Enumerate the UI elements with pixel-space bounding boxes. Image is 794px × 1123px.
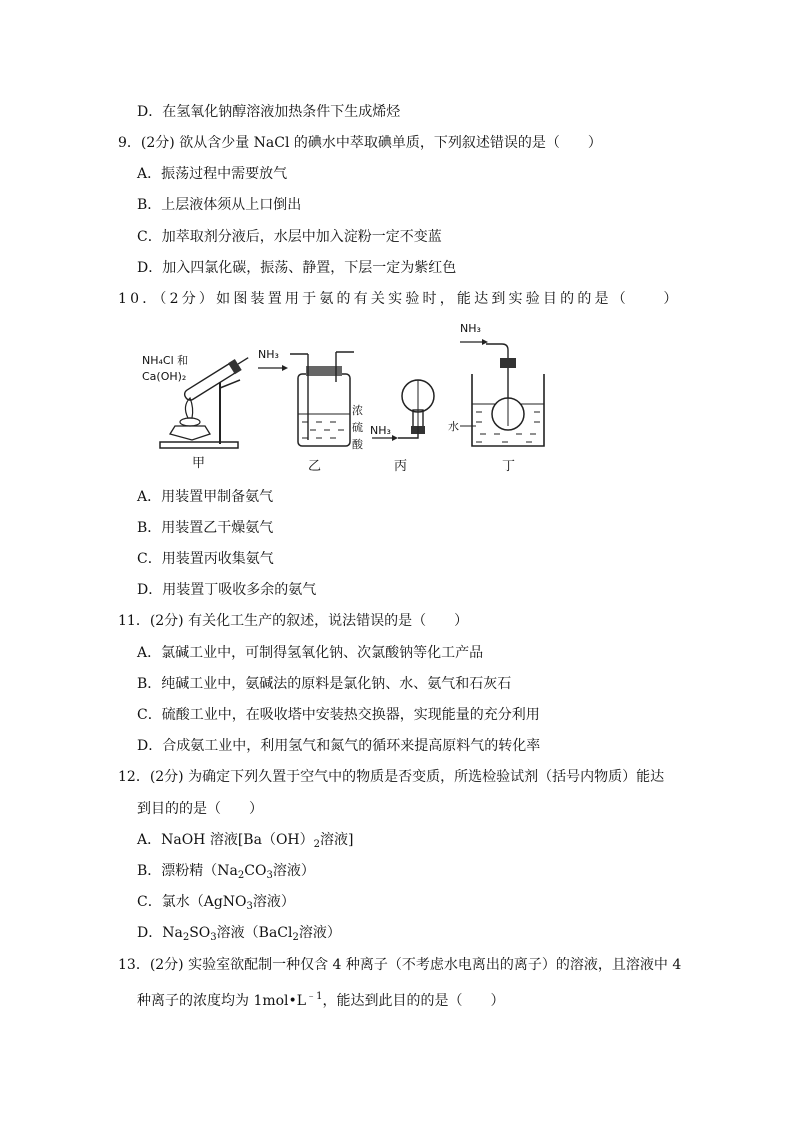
q12-option-c-text: C．氯水（AgNO (137, 894, 247, 910)
q11-option-c: C．硫酸工业中，在吸收塔中安装热交换器，实现能量的充分利用 (137, 707, 540, 723)
q11-option-a: A．氯碱工业中，可制得氢氧化钠、次氯酸钠等化工产品 (137, 645, 484, 661)
q12-option-a-subscript: 2 (313, 839, 321, 850)
q12-option-d-text-end: 溶液） (298, 925, 341, 941)
q13-stem-line-1: 13．(2分) 实验室欲配制一种仅含 4 种离子（不考虑水电离出的离子）的溶液，且溶液中 4 (118, 957, 682, 973)
q13-stem-text-end: ，能达到此目的的是（ ） (322, 993, 505, 1009)
apparatus-yi (258, 348, 364, 472)
jia-reagent-label-1: NH₄Cl 和 (142, 354, 189, 367)
yi-acid-label-3: 酸 (352, 438, 363, 451)
q12-stem-line-1: 12．(2分) 为确定下列久置于空气中的物质是否变质，所选检验试剂（括号内物质）能达 (118, 769, 665, 785)
q10-stem: 10．（2分）如图装置用于氨的有关实验时，能达到实验目的的是（ ） (118, 291, 681, 307)
q8-option-d: D．在氢氧化钠醇溶液加热条件下生成烯烃 (137, 104, 401, 120)
q12-option-d-subscript-3: 2 (292, 932, 299, 943)
caption-yi: 乙 (308, 459, 322, 472)
q13-stem-superscript: ﹣1 (306, 991, 323, 1002)
q11-option-b: B．纯碱工业中，氨碱法的原料是氯化钠、水、氨气和石灰石 (137, 676, 512, 692)
q12-stem-line-2: 到目的的是（ ） (137, 801, 263, 817)
q12-option-b-subscript-1: 2 (237, 870, 245, 881)
caption-bing: 丙 (394, 459, 408, 472)
q10-option-b: B．用装置乙干燥氨气 (137, 520, 274, 536)
caption-ding: 丁 (502, 459, 516, 472)
q9-stem: 9．(2分) 欲从含少量 NaCl 的碘水中萃取碘单质，下列叙述错误的是（ ） (118, 135, 602, 151)
jia-reagent-label-2: Ca(OH)₂ (142, 370, 187, 383)
q12-option-d-subscript-1: 2 (182, 932, 190, 943)
q11-option-d: D．合成氨工业中，利用氢气和氮气的循环来提高原料气的转化率 (137, 738, 541, 754)
apparatus-bing (370, 380, 434, 472)
ding-nh3-label: NH₃ (460, 322, 481, 335)
q9-option-a: A．振荡过程中需要放气 (137, 166, 288, 182)
q12-option-b-text-mid: CO (244, 863, 267, 879)
q12-option-d-text-mid-2: 溶液（BaCl (216, 925, 293, 941)
q9-option-d: D．加入四氯化碳，振荡、静置，下层一定为紫红色 (137, 260, 457, 276)
q13-stem-text: 种离子的浓度均为 1mol•L (137, 993, 307, 1009)
q12-option-d (137, 923, 341, 948)
apparatus-jia (142, 353, 252, 471)
q10-option-d: D．用装置丁吸收多余的氨气 (137, 582, 317, 598)
apparatus-ding (448, 322, 544, 472)
bing-nh3-label: NH₃ (370, 424, 391, 437)
q12-option-c (137, 892, 295, 917)
yi-acid-label-2: 硫 (352, 421, 363, 434)
q12-option-a-text: A．NaOH 溶液[Ba（OH） (137, 832, 314, 848)
q11-stem: 11．(2分) 有关化工生产的叙述，说法错误的是（ ） (118, 613, 469, 629)
q12-option-b-text-end: 溶液） (272, 863, 315, 879)
q12-option-b-text: B．漂粉精（Na (137, 863, 238, 879)
q12-option-d-text-mid: SO (189, 925, 211, 941)
q10-option-c: C．用装置丙收集氨气 (137, 551, 274, 567)
q12-option-d-text: D．Na (137, 925, 183, 941)
q12-option-c-subscript: 3 (246, 901, 253, 912)
caption-jia: 甲 (192, 456, 206, 471)
q12-option-d-subscript-2: 3 (210, 932, 217, 943)
q10-option-a: A．用装置甲制备氨气 (137, 489, 274, 505)
yi-acid-label-1: 浓 (352, 404, 363, 417)
q9-option-c: C．加萃取剂分液后，水层中加入淀粉一定不变蓝 (137, 229, 442, 245)
q13-stem-line-2 (137, 987, 504, 1011)
q12-option-b-subscript-2: 3 (266, 870, 273, 881)
q12-option-a (137, 830, 353, 855)
q12-option-b (137, 861, 315, 886)
yi-nh3-label: NH₃ (258, 348, 279, 361)
q9-option-b: B．上层液体须从上口倒出 (137, 197, 302, 213)
q10-apparatus-figure (130, 322, 550, 472)
q12-option-a-text-end: 溶液] (320, 832, 354, 848)
ding-water-label: 水 (448, 420, 459, 433)
q12-option-c-text-end: 溶液） (252, 894, 295, 910)
